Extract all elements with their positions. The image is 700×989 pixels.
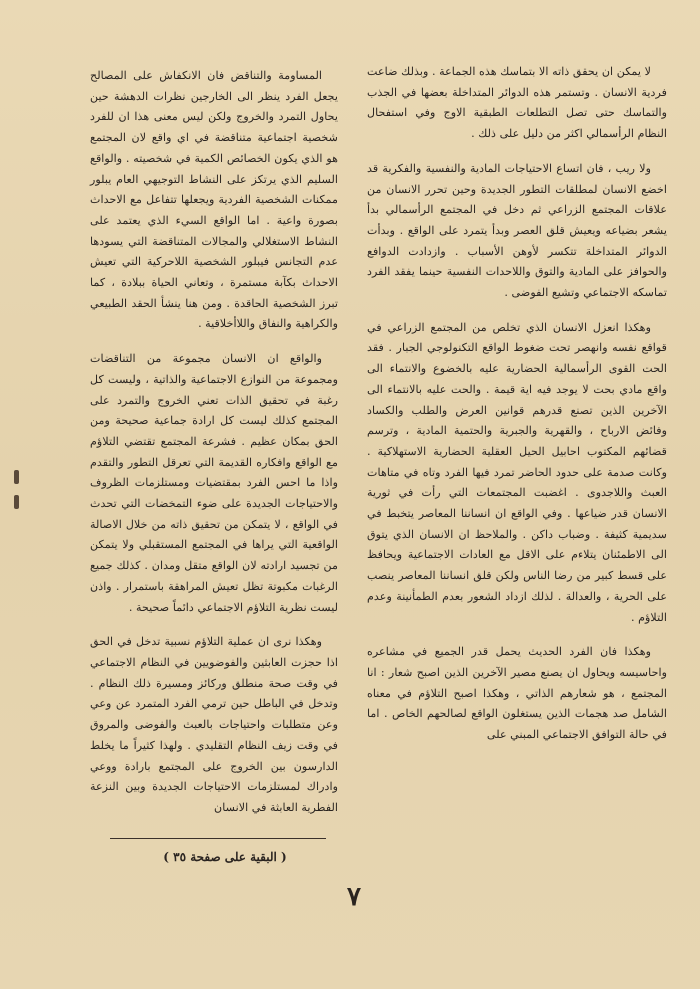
paragraph: وهكذا انعزل الانسان الذي تخلص من المجتمع الزراعي في قواقع نفسه وانهصر تحت ضغوط الواقع التكنولوجي الجبار . فقد الحت القوى الرأسمالية الحضارية عليه بالخضوع والانتماء الى واقع مادي بحت لا يوجد فيه اية قيمة . والحت عليه بالانتماء الى الآخرين الذين تصنع قدرهم قوانين العرض والطلب والكساد وفائض الارباح ، والقهرية والجبرية والحتمية المادية ، وترسم قضائهم المكتوب احابيل الحيل العقلية الحضارية الاستهلاكية . وكانت صدمة على حدود الحاضر تمرد فيها الفرد وتاه في متاهات العبث واللاجدوى . اغضبت المجتمعات التي رأت في ثورية الانسان قدر ضياعها . وفي الواقع ان انساننا المعاصر يتخبط في سديمية كثيفة . وضباب داكن . والملاحظ ان الانسان الذي يتوق الى الاطمئنان يتلاءم على الاقل مع العادات الاجتماعية ويحافظ على قسط كبير من رضا الناس ولكن قلق انساننا المعاصر ينصب على الحرية ، والعدالة . لذلك ازداد الشعور بعدم الطمأنينة وعدم التلاؤم . bbox=[367, 320, 667, 624]
column-divider-rule bbox=[110, 838, 326, 839]
left-text-column bbox=[90, 66, 338, 833]
staple-mark bbox=[14, 470, 19, 484]
staple-mark bbox=[14, 495, 19, 509]
paragraph: وهكذا فان الفرد الحديث يحمل قدر الجميع في مشاعره واحاسيسه ويحاول ان يصنع مصير الآخرين الذين اصبح شعار : انا المجتمع ، هو شعارهم الذاتي ، وهكذا اصبح التلاؤم في معناه الشامل صد هجمات الذين يستغلون الواقع لصالحهم الخاص . اما في حالة التوافق الاجتماعي المبني على bbox=[367, 645, 667, 742]
right-text-column bbox=[367, 62, 667, 760]
paragraph: المساومة والتناقض فان الانكفاش على المصالح يجعل الفرد ينظر الى الخارجين نظرات الدهشة حين يحاول التمرد والخروج ولكن ليس معنى هذا ان للفرد شخصية اجتماعية متناقضة في اي واقع لان المجتمع هو الذي يكون الخصائص الكمية في شخصيته . والواقع السليم الذي يرتكز على النشاط التوجيهي العام يبلور ممكنات الشخصية الفردية ويجعلها تتفاعل مع الاحداث بصورة واعية . اما الواقع السيء الذي يعتمد على النشاط الاستغلالي والمجالات المتناقضة التي يسودها عدم التجانس فيبلور الشخصية اللاحركية التي تعيش الاحداث بكآبة مستمرة ، وتعاني الحياة ببلادة ، كما تبرز الشخصية الحاقدة . ومن هنا ينشأ الحقد الطبيعي والكراهية والنفاق واللاأخلاقية . bbox=[90, 69, 338, 331]
paragraph: والواقع ان الانسان مجموعة من التناقضات ومجموعة من النوازع الاجتماعية والذاتية ، وليست كل رغبة في تحقيق الذات تعني الخروج والتمرد على المجتمع كذلك ليست كل ارادة جماعية صحيحة ومن الحق بمكان عظيم . فشرعة المجتمع تقتضي التلاؤم مع الواقع وافكاره القديمة التي تعرقل التطور والتقدم واذا ما احس الفرد بمقتضيات ومستلزمات الظروف والاحتياجات الجديدة على ضوء التمخضات التي تحدث في الواقع ، لا يتمكن من تحقيق ذاته من خلال الاصالة الواقعية التي يراها في المجتمع المستقبلي ولا يتمكن من تجسيد ارادته لان الواقع متقل ومدان . كذلك جميع الرغبات مكبوتة تظل تعيش المراهقة باستمرار . واذن ليست نظرية التلاؤم الاجتماعي دائماً صحيحة . bbox=[90, 352, 338, 614]
paragraph: ولا ريب ، فان اتساع الاحتياجات المادية والنفسية والفكرية قد اخضع الانسان لمطلقات التطور الجديدة وحين تحرر الانسان من علاقات المجتمع الزراعي ثم دخل في المجتمع الرأسمالي بدأ يشعر بضياعه ويعيش قلق العصر وبدأ يتمرد على الواقع . وبدأت الدوائر المتداخلة تتكسر لأوهن الأسباب . وازدادت الدوافع والحوافز على المادية والتوق واللاحدات النفسية حينما يفقد الفرد تماسكه الاجتماعي وتشيع الفوضى . bbox=[367, 161, 667, 300]
continued-note: ( البقية على صفحة ٣٥ ) bbox=[163, 850, 287, 864]
paragraph: لا يمكن ان يحقق ذاته الا بتماسك هذه الجماعة . وبذلك ضاعت فردية الانسان . وتستمر هذه الدوائر المتداخلة بعضها في الجذب والتماسك حتى تصل التطلعات الطبقية الاوج وفي استفحال النظام الرأسمالي اكثر من دليل على ذلك . bbox=[367, 65, 667, 141]
page-number: ٧ bbox=[347, 882, 361, 912]
paragraph: وهكذا نرى ان عملية التلاؤم نسبية تدخل في الحق اذا حجزت العابثين والفوضويين في النظام الاجتماعي في وقت صحة منطلق وركائز ومسيرة ذلك النظام . وتدخل في الباطل حين ترمي الفرد المتمرد عن وعي وعن متطلبات واحتياجات بالعبث والفوضى والمروق في وقت زيف النظام التقليدي . ولهذا كثيراً ما يخلط الدارسون بين الخروج على المجتمع بارادة ووعي وادراك لمستلزمات الاحتياجات الجديدة وبين النزعة الفطرية العابثة في الانسان bbox=[90, 635, 338, 814]
